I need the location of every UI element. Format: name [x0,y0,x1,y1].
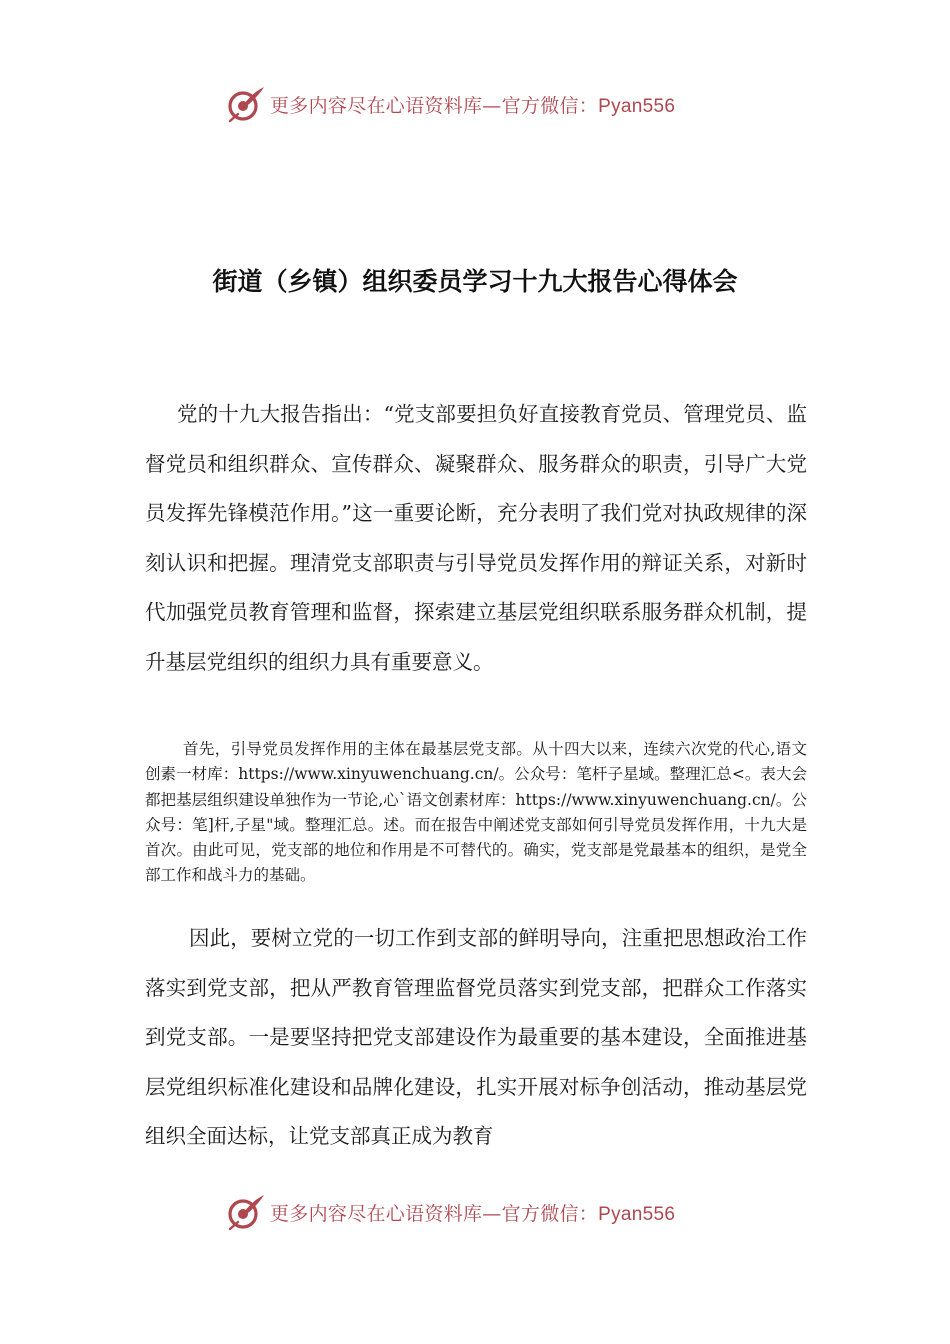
document-title: 街道（乡镇）组织委员学习十九大报告心得体会 [212,267,738,296]
paragraph-2: 首先，引导党员发挥作用的主体在最基层党支部。从十四大以来，连续六次党的代心,语文创素一材库：https://www.xinyuwenchuang.cn/。公众号：笔杆子星域。整理汇总<。表大会都把基层组织建设单独作为一节论,心`语文创素材库：https://www.xinyuwenchuang.cn/。公众号：笔]杆,子星"域。整理汇总。述。而在报告中阐述党支部如何引导党员发挥作用，十九大是首次。由此可见，党支部的地位和作用是不可替代的。确实，党支部是党最基本的组织，是党全部工作和战斗力的基础。 [145,740,807,885]
paragraph-3: 因此，要树立党的一切工作到支部的鲜明导向，注重把思想政治工作落实到党支部，把从严教育管理监督党员落实到党支部，把群众工作落实到党支部。一是要坚持把党支部建设作为最重要的基本建设，全面推进基层党组织标准化建设和品牌化建设，扎实开展对标争创活动，推动基层党组织全面达标，让党支部真正成为教育 [145,926,807,1149]
footer-banner-text: 更多内容尽在心语资料库—官方微信：Pyan556 [270,1202,676,1225]
footer-wechat-id: Pyan556 [598,1203,676,1225]
quill-logo-icon [226,1192,266,1232]
paragraph-1: 党的十九大报告指出：“党支部要担负好直接教育党员、管理党员、监督党员和组织群众、宣传群众、凝聚群众、服务群众的职责，引导广大党员发挥先锋模范作用。”这一重要论断，充分表明了我们党对执政规律的深刻认识和把握。理清党支部职责与引导党员发挥作用的辩证关系，对新时代加强党员教育管理和监督，探索建立基层党组织联系服务群众机制，提升基层党组织的组织力具有重要意义。 [145,402,807,674]
footer-banner [226,1190,675,1234]
quill-logo-icon [226,84,266,124]
header-wechat-id: Pyan556 [598,95,676,117]
header-banner-text: 更多内容尽在心语资料库—官方微信：Pyan556 [270,94,676,117]
header-banner [226,82,675,126]
